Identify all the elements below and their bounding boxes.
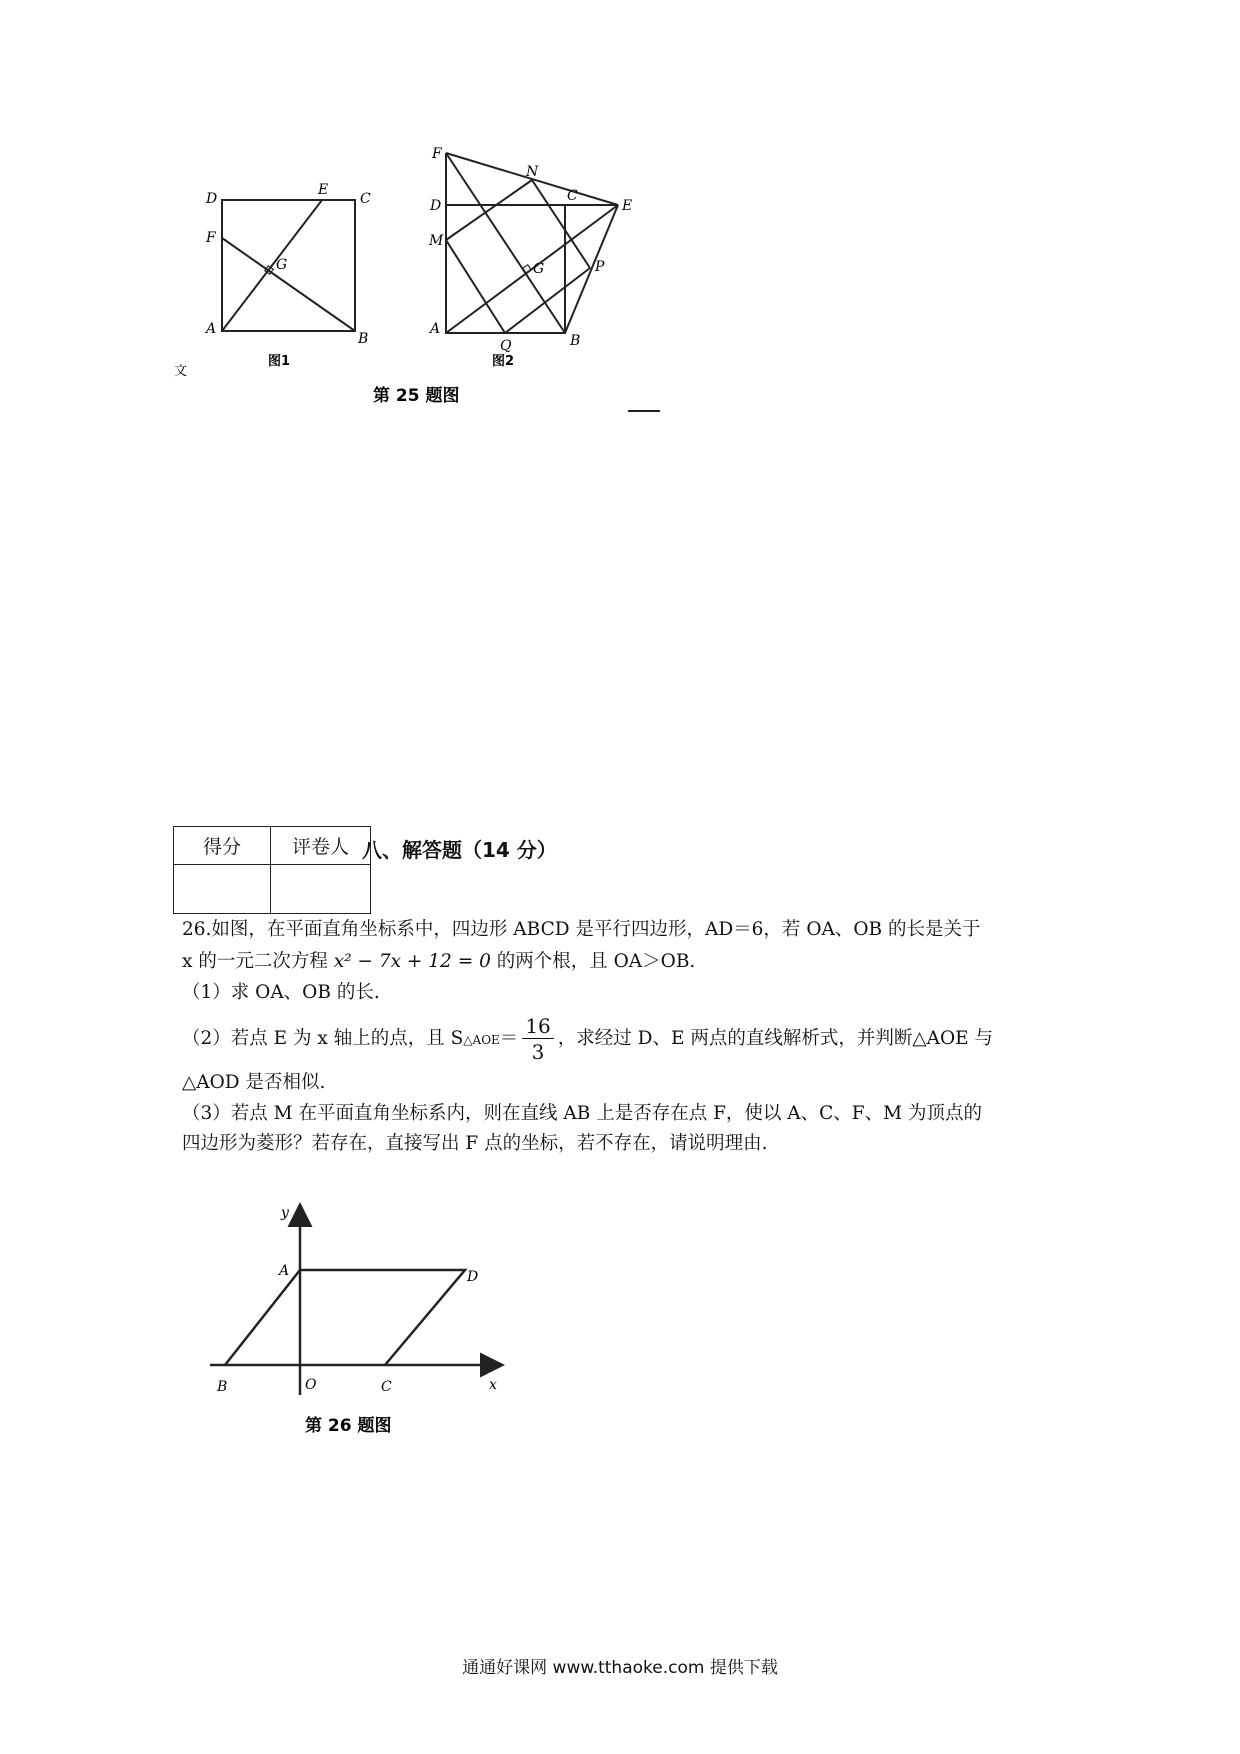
q26-equation: x² − 7x + 12 = 0 xyxy=(333,951,491,972)
q26-line2-pre: x 的一元二次方程 xyxy=(182,951,334,972)
square-abcd xyxy=(222,200,355,331)
q26-fraction-num: 16 xyxy=(522,1014,553,1039)
figure-25-fig2 xyxy=(446,153,618,333)
fig2-label-e: E xyxy=(622,198,633,214)
fig1-label-a: A xyxy=(206,321,217,337)
segment-mn xyxy=(446,180,532,240)
grader-cell[interactable] xyxy=(271,865,371,914)
fig26-label-x: x xyxy=(489,1377,497,1393)
margin-mark: 文 xyxy=(174,364,188,379)
fig1-label-g: G xyxy=(276,257,288,273)
q26-fraction xyxy=(522,1014,553,1065)
q26-part3-line1: （3）若点 M 在平面直角坐标系内，则在直线 AB 上是否存在点 F，使以 A、C、F、M 为顶点的 xyxy=(182,1103,982,1124)
fig26-label-y: y xyxy=(281,1205,289,1221)
q26-part2-pre: （2）若点 E 为 x 轴上的点，且 S xyxy=(182,1028,464,1049)
q26-part2-post: ，求经过 D、E 两点的直线解析式，并判断△AOE 与 xyxy=(557,1028,994,1049)
fig26-label-c: C xyxy=(381,1379,392,1395)
parallelogram-abcd xyxy=(225,1270,465,1365)
fig2-label-a: A xyxy=(430,321,441,337)
q26-part2 xyxy=(182,1012,993,1067)
score-table xyxy=(173,826,371,914)
figure-26-caption: 第 26 题图 xyxy=(305,1416,392,1436)
fig1-caption: 图1 xyxy=(268,354,291,369)
footer: 通通好课网 www.tthaoke.com 提供下载 xyxy=(462,1658,778,1678)
fig26-label-a: A xyxy=(279,1263,290,1279)
q26-line2-post: 的两个根，且 OA＞OB. xyxy=(490,951,696,972)
fig1-label-f: F xyxy=(206,230,216,246)
grader-header: 评卷人 xyxy=(271,827,371,865)
fig2-label-b: B xyxy=(570,333,581,349)
q26-line2 xyxy=(182,947,695,977)
score-cell[interactable] xyxy=(174,865,271,914)
fig2-label-d: D xyxy=(430,198,442,214)
fig2-caption: 图2 xyxy=(492,354,515,369)
q26-fraction-den: 3 xyxy=(531,1039,545,1064)
fig1-label-e: E xyxy=(318,182,329,198)
figure-25 xyxy=(170,120,670,420)
segment-ae xyxy=(222,200,322,331)
fig2-label-p: P xyxy=(595,259,605,275)
fig1-label-b: B xyxy=(358,331,369,347)
score-table-header-row xyxy=(174,827,371,865)
fig1-label-d: D xyxy=(206,191,218,207)
q26-part2-eq: ＝ xyxy=(499,1028,519,1049)
score-header: 得分 xyxy=(174,827,271,865)
fig2-label-n: N xyxy=(526,164,539,180)
segment-pq xyxy=(505,268,590,333)
section-title: 八、解答题（14 分） xyxy=(362,838,557,862)
q26-line1: 26.如图，在平面直角坐标系中，四边形 ABCD 是平行四边形，AD＝6，若 OA、OB 的长是关于 xyxy=(182,919,981,940)
segment-fb-2 xyxy=(446,153,565,333)
fig26-label-o: O xyxy=(305,1377,317,1393)
fig2-label-f: F xyxy=(432,146,442,162)
figure-25-fig1 xyxy=(222,200,355,331)
score-table-blank-row xyxy=(174,865,371,914)
q26-part3-line2: 四边形为菱形？若存在，直接写出 F 点的坐标，若不存在，请说明理由. xyxy=(182,1133,768,1154)
fig2-label-g: G xyxy=(533,261,545,277)
fig1-label-c: C xyxy=(360,191,371,207)
figure-26 xyxy=(195,1195,525,1455)
q26-part2-sub: △AOE xyxy=(463,1033,500,1047)
q26-part1: （1）求 OA、OB 的长. xyxy=(182,982,380,1003)
fig2-label-q: Q xyxy=(500,338,512,354)
fig26-label-b: B xyxy=(217,1379,228,1395)
segment-qm xyxy=(446,240,505,333)
figure-25-caption: 第 25 题图 xyxy=(373,386,460,406)
fig2-label-m: M xyxy=(429,233,444,249)
q26-part2-line2: △AOD 是否相似. xyxy=(182,1072,326,1093)
fig2-label-c: C xyxy=(567,188,578,204)
segment-fb xyxy=(222,238,355,331)
fig26-label-d: D xyxy=(467,1269,479,1285)
